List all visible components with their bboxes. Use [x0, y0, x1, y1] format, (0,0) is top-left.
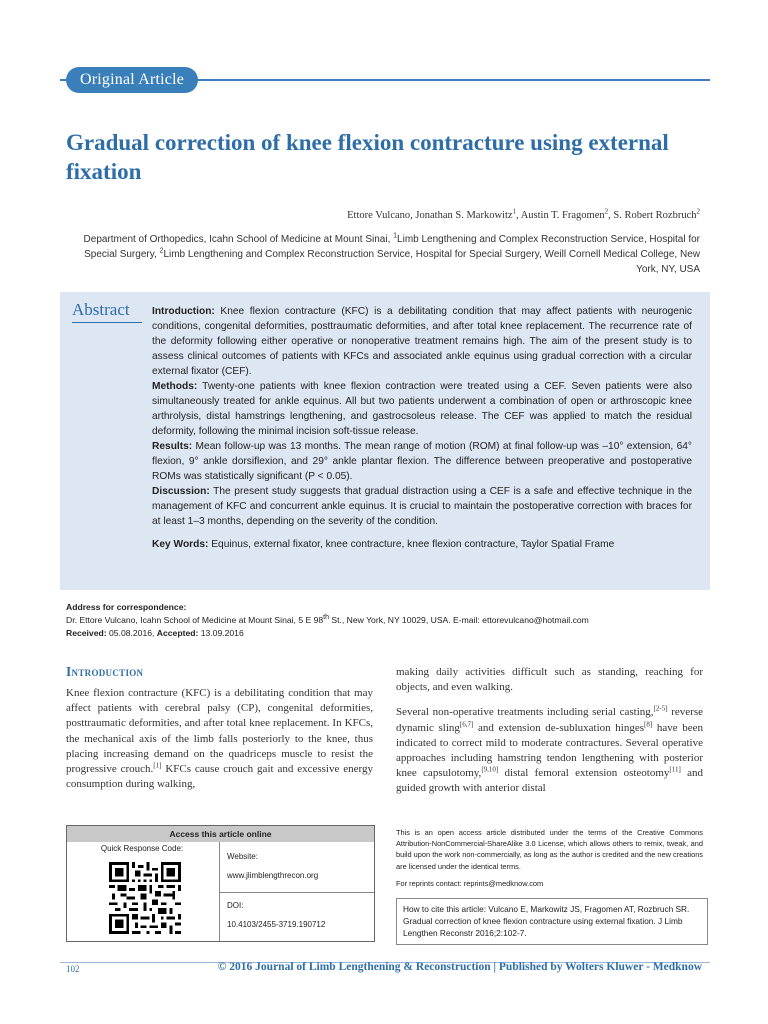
keywords-label: Key Words:: [152, 539, 209, 550]
abstract-label-underline: [72, 322, 142, 323]
intro-paragraph: [396, 705, 703, 796]
received-date: 05.08.2016,: [106, 628, 157, 638]
affiliation-0: Department of Orthopedics, Icahn School of Medicine at Mount Sinai,: [83, 234, 394, 245]
received-accepted: [66, 627, 706, 640]
how-to-cite-box: How to cite this article: Vulcano E, Markowitz JS, Fragomen AT, Rozbruch SR. Gradual correction of knee flexion contracture using external fixation. J Limb Lengthen Reconstr 2016;2:102-7.: [396, 898, 708, 945]
abstract-text: Twenty-one patients with knee flexion contraction were treated using a CEF. Seven patients were also simultaneously treated for ankle equinus. All but two patients underwent a combination of open or arthroscopic knee arthrolysis, distal hamstrings lengthening, and gastrocsoleus release. The CEF was applied to match the residual deformity, following the minimal incision soft-tissue release.: [152, 381, 692, 437]
intro-left-column: [66, 686, 373, 792]
abstract-introduction: [152, 304, 692, 379]
abstract-heading: Results:: [152, 441, 193, 452]
abstract-methods: [152, 379, 692, 439]
affiliation-1: Limb Lengthening and Complex Reconstruction Service, Hospital for Special Surgery,: [84, 234, 700, 260]
reference-link[interactable]: [1]: [153, 761, 162, 770]
abstract-heading: Discussion:: [152, 486, 210, 497]
author-affiliation-sup: 2: [696, 207, 700, 216]
abstract-box: [60, 292, 710, 590]
article-type-badge: Original Article: [66, 67, 198, 93]
qr-code-icon[interactable]: [109, 862, 181, 934]
abstract-label: Abstract: [72, 300, 130, 319]
author-affiliation-sup: 1: [512, 207, 517, 216]
accepted-date: 13.09.2016: [198, 628, 244, 638]
intro-text: distal femoral extension osteotomy: [498, 767, 670, 780]
correspondence-text: Dr. Ettore Vulcano, Icahn School of Medicine at Mount Sinai, 5 E 98: [66, 615, 324, 625]
intro-text: Several non-operative treatments including serial casting,: [396, 706, 654, 719]
intro-text: reverse dynamic sling: [396, 706, 703, 734]
author-affiliation-sup: 2: [604, 207, 609, 216]
intro-text: have been indicated to correct mild to moderate contractures. Several operative approaches including hamstring tendon lengthening with posterior knee capsulotomy,: [396, 721, 703, 780]
author-separator: ,: [608, 210, 614, 221]
abstract-heading: Introduction:: [152, 306, 215, 317]
author-name: Ettore Vulcano: [347, 210, 411, 221]
correspondence-label: Address for correspondence:: [66, 602, 187, 612]
reference-link[interactable]: [9,10]: [481, 765, 499, 774]
website-label: Website:: [227, 852, 258, 861]
abstract-heading: Methods:: [152, 381, 198, 392]
abstract-text: Mean follow-up was 13 months. The mean range of motion (ROM) at final follow-up was –10° extension, 64° flexion, 9° ankle dorsiflexion, and 29° ankle plantar flexion. The difference between preoperative and postoperative ROMs was statistically significant (P < 0.05).: [152, 441, 692, 482]
abstract-results: [152, 439, 692, 484]
access-details-divider: [219, 892, 374, 893]
intro-paragraph: making daily activities difficult such as standing, reaching for objects, and even walking.: [396, 666, 703, 694]
abstract-body: [152, 304, 692, 552]
section-heading-introduction: Introduction: [66, 664, 144, 679]
correspondence-address: [66, 614, 706, 627]
page-number: 102: [66, 964, 80, 974]
reprints-contact: For reprints contact: reprints@medknow.com: [396, 878, 544, 888]
abstract-text: The present study suggests that gradual distraction using a CEF is a safe and effective technique in the management of KFC and concurrent ankle equinus. It is crucial to maintain the postoperative correction with braces for at least 1–3 months, depending on the severity of the condition.: [152, 486, 692, 527]
intro-text: KFCs cause crouch gait and excessive energy consumption during walking,: [66, 763, 373, 791]
intro-text: and guided growth with anterior distal: [396, 767, 703, 795]
keywords-text: Equinus, external fixator, knee contracture, knee flexion contracture, Taylor Spatial Frame: [208, 539, 615, 550]
intro-text: Knee flexion contracture (KFC) is a debilitating condition that may affect patients with cerebral palsy (CP), congenital deformities, posttraumatic deformities, and after total knee replacement. In KFCs, the mechanical axis of the limb falls posteriorly to the knee, thus placing increasing demand on the quadriceps muscle to resist the progressive crouch.: [66, 687, 373, 776]
qr-code-label: Quick Response Code:: [100, 844, 184, 853]
intro-text: and extension de-subluxation hinges: [473, 721, 645, 734]
author-separator: ,: [516, 210, 521, 221]
affiliation-sup-1: 1: [393, 232, 398, 240]
license-text: This is an open access article distributed under the terms of the Creative Commons Attribution-NonCommercial-ShareAlike 3.0 License, which allows others to remix, tweak, and build upon the work non-commercially, as long as the author is credited and the new creations are licensed under the identical terms.: [396, 828, 703, 871]
affiliations: [60, 232, 700, 277]
correspondence-sup: th: [323, 614, 330, 622]
abstract-keywords: [152, 537, 692, 552]
access-details: [227, 850, 367, 931]
author-name: Jonathan S. Markowitz: [415, 210, 513, 221]
article-title: Gradual correction of knee flexion contracture using external fixation: [66, 130, 669, 184]
author-name: Austin T. Fragomen: [520, 210, 605, 221]
author-name: S. Robert Rozbruch: [613, 210, 697, 221]
received-label: Received:: [66, 628, 107, 638]
intro-paragraph: [66, 686, 373, 792]
affiliation-2: Limb Lengthening and Complex Reconstruction Service, Hospital for Special Surgery, Weill Cornell Medical College, New York, NY, USA: [163, 249, 700, 275]
reference-link[interactable]: [8]: [644, 719, 653, 728]
correspondence-block: [66, 601, 706, 640]
reference-link[interactable]: [6,7]: [459, 719, 474, 728]
journal-footer: © 2016 Journal of Limb Lengthening & Reconstruction | Published by Wolters Kluwer - Medknow: [217, 961, 702, 973]
abstract-discussion: [152, 484, 692, 529]
correspondence-text: St., New York, NY 10029, USA. E-mail: ettorevulcano@hotmail.com: [329, 615, 589, 625]
accepted-label: Accepted:: [156, 628, 199, 638]
affiliation-sup-2: 2: [159, 247, 164, 255]
author-separator: ,: [410, 210, 416, 221]
access-online-box: [66, 825, 375, 942]
doi-link[interactable]: 10.4103/2455-3719.190712: [227, 920, 326, 929]
website-link[interactable]: www.jlimblengthrecon.org: [227, 871, 319, 880]
intro-right-column: [396, 665, 703, 797]
license-notice: [396, 827, 703, 889]
reference-link[interactable]: [11]: [669, 765, 681, 774]
access-online-heading: Access this article online: [67, 826, 374, 842]
doi-label: DOI:: [227, 901, 244, 910]
abstract-text: Knee flexion contracture (KFC) is a debilitating condition that may affect patients with neurogenic conditions, congenital deformities, posttraumatic deformities, and after total knee replacement. The recurrence rate of the deformity following either operative or nonoperative treatment remains high. The aim of the present study is to assess clinical outcomes of patients with KFCs and associated ankle equinus using gradual correction with a circular external fixator (CEF).: [152, 306, 692, 377]
author-list: [347, 207, 700, 221]
reference-link[interactable]: [2-5]: [653, 704, 668, 713]
